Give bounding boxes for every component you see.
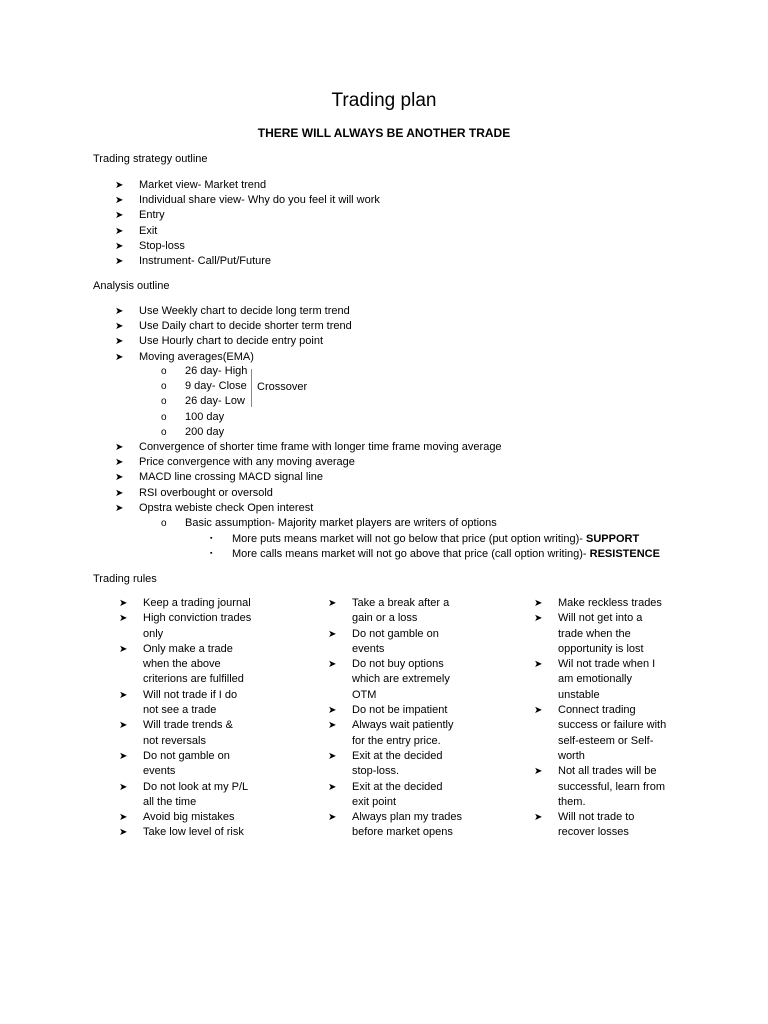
arrow-bullet-icon: ➤	[328, 720, 337, 732]
rule-text: events	[143, 765, 176, 778]
rule-text: events	[352, 642, 385, 655]
page-subtitle: THERE WILL ALWAYS BE ANOTHER TRADE	[257, 126, 511, 140]
arrow-bullet-icon: ➤	[328, 598, 337, 609]
rule-text: Not all trades will be	[558, 765, 657, 778]
arrow-bullet-icon: ➤	[115, 210, 124, 222]
rule-text: for the entry price.	[352, 734, 441, 747]
support-label: SUPPORT	[586, 533, 640, 545]
rule-text: which are extremely	[352, 673, 450, 686]
rule-item	[119, 780, 289, 811]
list-item: o 100 day	[161, 410, 247, 425]
rule-text: High conviction trades	[143, 612, 252, 625]
arrow-bullet-icon: ➤	[115, 255, 124, 267]
rule-text: unstable	[558, 688, 600, 701]
calls-line: More calls means market will not go above that price (call option writing)- RESISTENCE	[232, 548, 660, 560]
arrow-bullet-icon: ➤	[328, 659, 337, 671]
rule-text: exit point	[352, 795, 397, 808]
list-item: ➤ Stop-loss	[115, 239, 380, 254]
arrow-bullet-icon: ➤	[115, 457, 124, 469]
list-item: ➤ Use Hourly chart to decide entry point	[115, 334, 352, 349]
rule-item	[119, 596, 289, 611]
arrow-bullet-icon: ➤	[534, 766, 543, 778]
rule-text: gain or a loss	[352, 612, 418, 625]
rule-item	[534, 596, 704, 611]
rule-text: Only make a trade	[143, 642, 233, 655]
rule-item	[119, 810, 289, 825]
rules-column-3	[534, 596, 704, 841]
rule-text: OTM	[352, 688, 377, 701]
analysis-heading: Analysis outline	[93, 280, 170, 292]
rule-text: Take a break after a	[352, 597, 450, 609]
rule-text: Do not buy options	[352, 658, 444, 671]
list-item: ➤ Use Weekly chart to decide long term trend	[115, 304, 352, 319]
arrow-bullet-icon: ➤	[115, 442, 124, 453]
list-item: o Basic assumption- Majority market players are writers of options	[161, 516, 497, 531]
rule-text: opportunity is lost	[558, 642, 644, 655]
rule-text: them.	[558, 795, 586, 808]
arrow-bullet-icon: ➤	[119, 781, 128, 793]
rule-item	[119, 688, 289, 719]
rule-item	[119, 611, 289, 642]
rule-text: worth	[558, 749, 585, 762]
rule-text: successful, learn from	[558, 780, 665, 793]
list-item: ➤ Market view- Market trend	[115, 178, 380, 193]
circle-bullet-icon: o	[161, 366, 167, 377]
rule-item	[534, 810, 704, 841]
square-bullet-icon: ▪	[210, 535, 213, 542]
arrow-bullet-icon: ➤	[119, 720, 128, 732]
rule-item	[534, 657, 704, 703]
puts-line: More puts means market will not go below that price (put option writing)- SUPPORT	[232, 533, 640, 545]
rule-text: Exit at the decided	[352, 749, 443, 762]
rule-text: Will not trade to	[558, 811, 635, 824]
rule-item	[119, 749, 289, 780]
circle-bullet-icon: o	[161, 396, 167, 408]
list-item: ➤ Entry	[115, 208, 380, 223]
rule-item	[328, 718, 498, 749]
rule-text: not see a trade	[143, 704, 217, 717]
list-item: o 26 day- High	[161, 364, 247, 379]
list-item: o 200 day	[161, 425, 247, 440]
rule-text: Avoid big mistakes	[143, 811, 235, 824]
rule-item	[328, 657, 498, 703]
rule-text: stop-loss.	[352, 765, 400, 778]
rules-column-1	[119, 596, 289, 841]
list-item: ➤ Instrument- Call/Put/Future	[115, 254, 380, 269]
crossover-label: Crossover	[257, 381, 308, 393]
arrow-bullet-icon: ➤	[115, 306, 124, 317]
rules-column-2	[328, 596, 498, 841]
arrow-bullet-icon: ➤	[534, 659, 543, 671]
arrow-bullet-icon: ➤	[115, 195, 124, 207]
arrow-bullet-icon: ➤	[328, 705, 337, 717]
arrow-bullet-icon: ➤	[119, 643, 128, 655]
list-item: ➤ RSI overbought or oversold	[115, 486, 502, 501]
rule-item	[328, 703, 498, 718]
rule-text: Will not get into a	[558, 612, 643, 625]
strategy-heading: Trading strategy outline	[93, 153, 208, 165]
rule-item	[534, 703, 704, 764]
arrow-bullet-icon: ➤	[119, 750, 128, 762]
rule-item	[328, 749, 498, 780]
rule-text: Do not gamble on	[143, 749, 230, 762]
rule-text: before market opens	[352, 826, 453, 839]
analysis-list	[115, 304, 352, 365]
resistence-label: RESISTENCE	[589, 548, 660, 560]
rule-text: Keep a trading journal	[143, 597, 251, 609]
rule-item	[119, 718, 289, 749]
arrow-bullet-icon: ➤	[115, 351, 124, 363]
list-item: ➤ Individual share view- Why do you feel it will work	[115, 193, 380, 208]
crossover-bracket	[251, 369, 252, 407]
circle-bullet-icon: o	[161, 518, 167, 529]
list-item: ➤ Use Daily chart to decide shorter term trend	[115, 319, 352, 334]
circle-bullet-icon: o	[161, 381, 167, 393]
rule-text: Do not gamble on	[352, 627, 439, 640]
rules-heading: Trading rules	[93, 573, 157, 585]
arrow-bullet-icon: ➤	[115, 240, 124, 252]
page-title: Trading plan	[331, 90, 437, 111]
list-item: ➤ Exit	[115, 224, 380, 239]
rule-item	[534, 764, 704, 810]
list-item: ➤ Moving averages(EMA)	[115, 350, 352, 365]
rule-text: Always plan my trades	[352, 811, 463, 824]
rule-item	[328, 810, 498, 841]
rule-text: Will trade trends &	[143, 719, 233, 732]
assumption-sublist	[161, 516, 497, 531]
rule-text: recover losses	[558, 826, 629, 839]
rule-text: not reversals	[143, 734, 206, 747]
arrow-bullet-icon: ➤	[119, 812, 128, 824]
circle-bullet-icon: o	[161, 411, 167, 423]
analysis-list-continued	[115, 440, 502, 516]
rule-item	[534, 611, 704, 657]
arrow-bullet-icon: ➤	[328, 750, 337, 762]
rule-text: only	[143, 627, 164, 640]
list-item: o 26 day- Low	[161, 394, 247, 409]
rule-text: self-esteem or Self-	[558, 734, 654, 747]
rule-text: Exit at the decided	[352, 780, 443, 793]
list-item: ➤ MACD line crossing MACD signal line	[115, 470, 502, 485]
arrow-bullet-icon: ➤	[115, 180, 124, 191]
rule-text: Connect trading	[558, 704, 636, 717]
arrow-bullet-icon: ➤	[115, 225, 124, 237]
rule-text: Always wait patiently	[352, 719, 454, 732]
rule-item	[119, 825, 289, 840]
arrow-bullet-icon: ➤	[115, 336, 124, 348]
arrow-bullet-icon: ➤	[115, 502, 124, 514]
rule-item	[328, 596, 498, 627]
rule-item	[328, 627, 498, 658]
rule-text: Do not look at my P/L	[143, 780, 249, 793]
square-bullet-icon: ▪	[210, 550, 213, 557]
circle-bullet-icon: o	[161, 426, 167, 438]
arrow-bullet-icon: ➤	[328, 812, 337, 824]
rule-item	[328, 780, 498, 811]
arrow-bullet-icon: ➤	[119, 689, 128, 701]
arrow-bullet-icon: ➤	[328, 628, 337, 640]
arrow-bullet-icon: ➤	[115, 472, 124, 484]
rule-text: trade when the	[558, 627, 631, 640]
arrow-bullet-icon: ➤	[534, 705, 543, 717]
arrow-bullet-icon: ➤	[328, 781, 337, 793]
rule-text: Take low level of risk	[143, 826, 244, 839]
arrow-bullet-icon: ➤	[115, 321, 124, 333]
rule-text: all the time	[143, 795, 197, 808]
rule-text: Do not be impatient	[352, 704, 448, 717]
strategy-list	[115, 178, 380, 269]
rule-text: success or failure with	[558, 719, 667, 732]
rule-text: when the above	[143, 658, 221, 671]
rule-text: Wil not trade when I	[558, 658, 656, 671]
list-item: ➤ Price convergence with any moving average	[115, 455, 502, 470]
arrow-bullet-icon: ➤	[119, 598, 128, 609]
rule-text: am emotionally	[558, 673, 632, 686]
list-item: o 9 day- Close	[161, 379, 247, 394]
rule-text: Will not trade if I do	[143, 688, 238, 701]
list-item: ➤ Convergence of shorter time frame with longer time frame moving average	[115, 440, 502, 455]
arrow-bullet-icon: ➤	[534, 613, 543, 625]
ema-sublist	[161, 364, 247, 440]
arrow-bullet-icon: ➤	[119, 613, 128, 625]
arrow-bullet-icon: ➤	[119, 827, 128, 839]
rule-text: Make reckless trades	[558, 597, 662, 609]
list-item: ➤ Opstra webiste check Open interest	[115, 501, 502, 516]
arrow-bullet-icon: ➤	[534, 598, 543, 609]
rule-item	[119, 642, 289, 688]
arrow-bullet-icon: ➤	[115, 487, 124, 499]
rule-text: criterions are fulfilled	[143, 673, 244, 686]
arrow-bullet-icon: ➤	[534, 812, 543, 824]
